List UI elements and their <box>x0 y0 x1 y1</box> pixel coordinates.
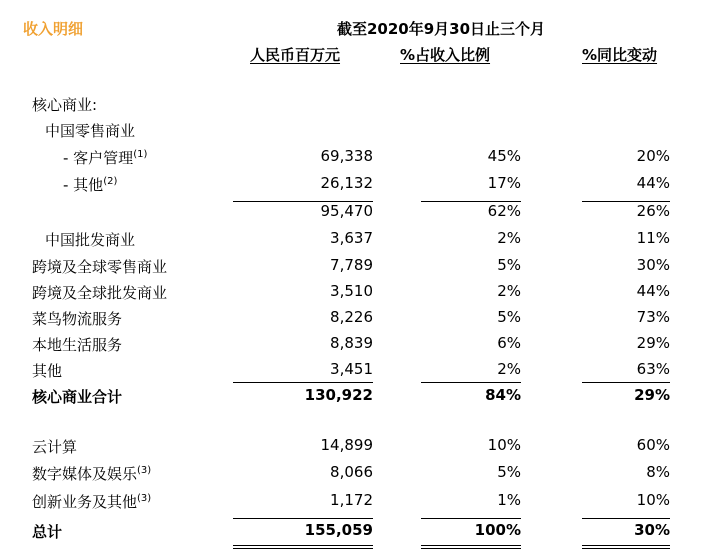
row-label <box>32 282 167 303</box>
row-label-text: 跨境及全球批发商业 <box>32 284 168 302</box>
row-value-yoy: 10% <box>636 491 670 509</box>
subtotal-rule-2 <box>421 201 521 202</box>
footnote-marker: (2) <box>103 176 118 187</box>
row-value-share: 45% <box>487 147 521 165</box>
core-total-rule-1 <box>233 382 373 383</box>
row-label <box>45 229 135 250</box>
row-label-text: 中国批发商业 <box>45 231 136 249</box>
row-label-text: - 客户管理 <box>63 149 134 167</box>
row-value-yoy: 30% <box>636 256 670 274</box>
row-value-share: 2% <box>497 282 521 300</box>
row-value-yoy: 20% <box>636 147 670 165</box>
row-value-yoy: 73% <box>636 308 670 326</box>
total-top-rule-2 <box>421 518 521 519</box>
row-value-share: 10% <box>487 436 521 454</box>
row-label <box>32 491 151 512</box>
row-label <box>45 120 135 141</box>
row-label-text: 数字媒体及娱乐 <box>32 465 138 483</box>
period-header: 截至2020年9月30日止三个月 <box>337 20 546 38</box>
row-value-yoy: 26% <box>636 202 670 220</box>
total-double-rule-3b <box>582 548 670 549</box>
row-value-rmb: 26,132 <box>320 174 373 192</box>
column-header-yoy: %同比变动 <box>582 46 658 64</box>
row-value-yoy: 60% <box>636 436 670 454</box>
total-double-rule-3a <box>582 545 670 546</box>
row-label <box>32 521 62 542</box>
row-label-text: - 其他 <box>63 176 104 194</box>
row-value-rmb: 1,172 <box>330 491 373 509</box>
row-label-text: 本地生活服务 <box>32 336 123 354</box>
row-value-yoy: 44% <box>636 174 670 192</box>
row-value-rmb: 3,451 <box>330 360 373 378</box>
row-value-rmb: 8,226 <box>330 308 373 326</box>
row-value-share: 5% <box>497 308 521 326</box>
row-value-share: 5% <box>497 256 521 274</box>
total-double-rule-1a <box>233 545 373 546</box>
row-value-share: 5% <box>497 463 521 481</box>
total-top-rule-1 <box>233 518 373 519</box>
row-label-text: 云计算 <box>32 438 78 456</box>
row-label <box>32 360 62 381</box>
total-double-rule-2a <box>421 545 521 546</box>
row-value-rmb: 95,470 <box>320 202 373 220</box>
column-header-revenue-share: %占收入比例 <box>400 46 491 64</box>
row-label <box>63 174 117 195</box>
row-value-yoy: 63% <box>636 360 670 378</box>
row-value-share: 6% <box>497 334 521 352</box>
row-label <box>32 436 77 457</box>
row-label <box>32 256 167 277</box>
total-top-rule-3 <box>582 518 670 519</box>
row-label <box>32 386 122 407</box>
row-label <box>32 308 122 329</box>
row-value-yoy: 11% <box>636 229 670 247</box>
row-value-rmb: 130,922 <box>304 386 373 404</box>
row-label <box>32 463 151 484</box>
row-value-rmb: 69,338 <box>320 147 373 165</box>
row-label-text: 总计 <box>32 523 63 541</box>
column-header-rmb: 人民币百万元 <box>250 46 341 64</box>
row-value-yoy: 29% <box>636 334 670 352</box>
total-double-rule-1b <box>233 548 373 549</box>
row-label-text: 创新业务及其他 <box>32 493 138 511</box>
row-value-share: 2% <box>497 360 521 378</box>
row-value-rmb: 8,839 <box>330 334 373 352</box>
row-label-text: 核心商业: <box>32 96 98 114</box>
row-label-text: 核心商业合计 <box>32 388 123 406</box>
row-value-rmb: 3,637 <box>330 229 373 247</box>
total-double-rule-2b <box>421 548 521 549</box>
row-label <box>32 334 122 355</box>
row-value-yoy: 44% <box>636 282 670 300</box>
row-value-rmb: 155,059 <box>304 521 373 539</box>
row-value-share: 2% <box>497 229 521 247</box>
table-title: 收入明细 <box>23 20 84 38</box>
footnote-marker: (1) <box>133 149 148 160</box>
row-label-text: 中国零售商业 <box>45 122 136 140</box>
core-total-rule-3 <box>582 382 670 383</box>
row-label-text: 菜鸟物流服务 <box>32 310 123 328</box>
row-value-share: 1% <box>497 491 521 509</box>
row-value-rmb: 7,789 <box>330 256 373 274</box>
row-value-rmb: 3,510 <box>330 282 373 300</box>
subtotal-rule-3 <box>582 201 670 202</box>
subtotal-rule-1 <box>233 201 373 202</box>
row-value-yoy: 8% <box>646 463 670 481</box>
row-value-yoy: 29% <box>634 386 670 404</box>
row-value-share: 100% <box>474 521 521 539</box>
row-value-share: 84% <box>485 386 521 404</box>
row-label-text: 跨境及全球零售商业 <box>32 258 168 276</box>
row-label <box>32 94 97 115</box>
core-total-rule-2 <box>421 382 521 383</box>
row-value-share: 62% <box>487 202 521 220</box>
row-value-yoy: 30% <box>634 521 670 539</box>
row-value-rmb: 14,899 <box>320 436 373 454</box>
footnote-marker: (3) <box>137 493 152 504</box>
row-label <box>63 147 147 168</box>
row-label-text: 其他 <box>32 362 63 380</box>
footnote-marker: (3) <box>137 465 152 476</box>
row-value-share: 17% <box>487 174 521 192</box>
row-value-rmb: 8,066 <box>330 463 373 481</box>
